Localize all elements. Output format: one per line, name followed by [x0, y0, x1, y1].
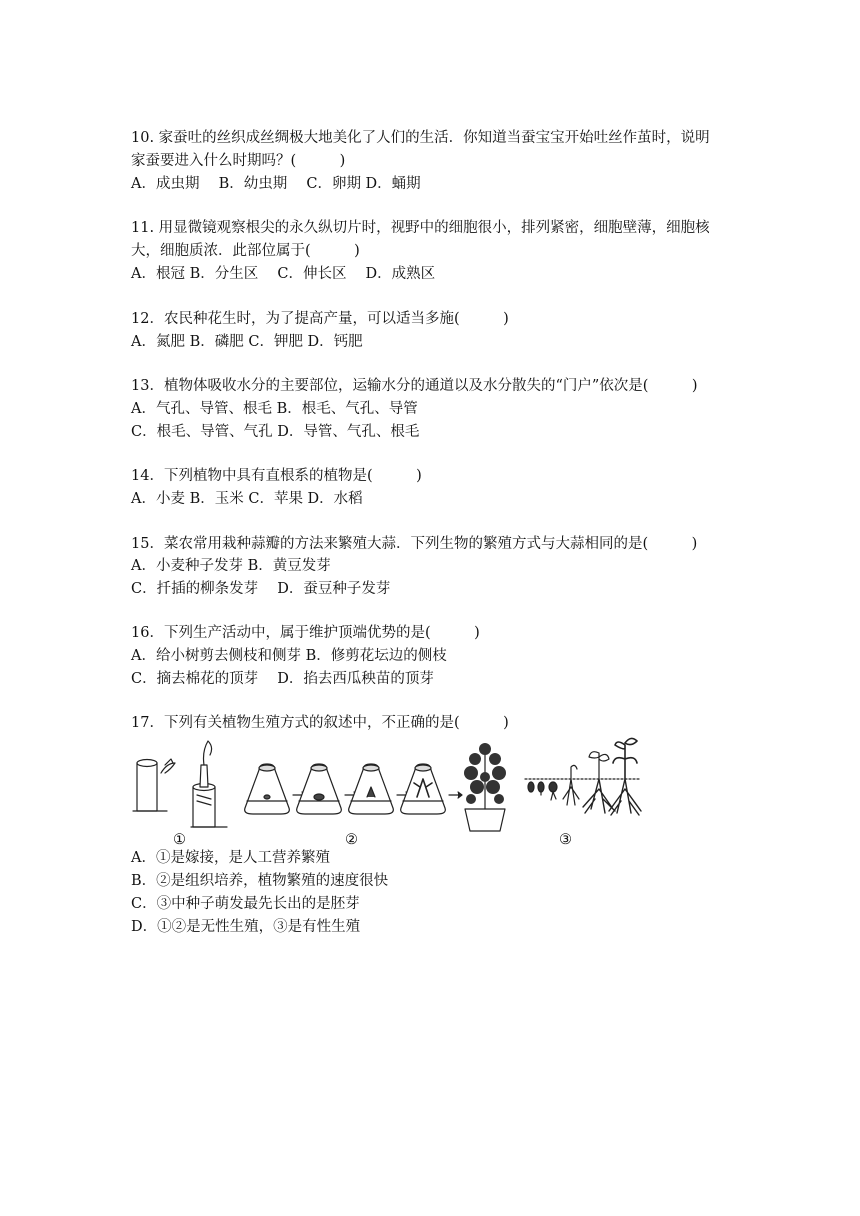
- question-stem: 11. 用显微镜观察根尖的永久纵切片时，视野中的细胞很小，排列紧密，细胞壁薄，细胞核: [131, 220, 710, 236]
- question-options: A．根冠 B．分生区 C．伸长区 D．成熟区: [131, 266, 436, 282]
- question-stem: 12．农民种花生时，为了提高产量，可以适当多施( ): [131, 311, 509, 327]
- seed-germination-drawing: [525, 738, 641, 815]
- question-stem: 13．植物体吸收水分的主要部位，运输水分的通道以及水分散失的“门户”依次是( ): [131, 378, 698, 394]
- question-options: A．①是嫁接，是人工营养繁殖: [131, 850, 330, 866]
- plant-reproduction-illustration: [131, 735, 651, 850]
- question-stem: 大，细胞质浓．此部位属于( ): [131, 243, 360, 259]
- question-stem: 17．下列有关植物生殖方式的叙述中，不正确的是( ): [131, 715, 509, 731]
- figure-label-2: ②: [345, 832, 358, 848]
- figure-label-3: ③: [559, 832, 572, 848]
- question-options: A．氮肥 B．磷肥 C．钾肥 D．钙肥: [131, 334, 363, 350]
- question-options: A．气孔、导管、根毛 B．根毛、气孔、导管: [131, 401, 418, 417]
- plant-reproduction-figure: [131, 735, 651, 850]
- question-options: A．小麦种子发芽 B．黄豆发芽: [131, 558, 331, 574]
- question-stem: 15．菜农常用栽种蒜瓣的方法来繁殖大蒜．下列生物的繁殖方式与大蒜相同的是( ): [131, 536, 698, 552]
- question-stem: 家蚕要进入什么时期吗？( ): [131, 153, 346, 169]
- question-options: A．给小树剪去侧枝和侧芽 B．修剪花坛边的侧枝: [131, 648, 447, 664]
- question-options: C．摘去棉花的顶芽 D．掐去西瓜秧苗的顶芽: [131, 671, 434, 687]
- question-options: C．③中种子萌发最先长出的是胚芽: [131, 896, 360, 912]
- question-options: A．成虫期 B．幼虫期 C．卵期 D．蛹期: [131, 176, 421, 192]
- question-stem: 10. 家蚕吐的丝织成丝绸极大地美化了人们的生活．你知道当蚕宝宝开始吐丝作茧时，说明: [131, 130, 710, 146]
- question-stem: 14．下列植物中具有直根系的植物是( ): [131, 468, 422, 484]
- question-options: C．扦插的柳条发芽 D．蚕豆种子发芽: [131, 581, 391, 597]
- question-options: A．小麦 B．玉米 C．苹果 D．水稻: [131, 491, 363, 507]
- question-stem: 16．下列生产活动中，属于维护顶端优势的是( ): [131, 625, 480, 641]
- question-options: B．②是组织培养，植物繁殖的速度很快: [131, 873, 389, 889]
- question-options: D．①②是无性生殖，③是有性生殖: [131, 919, 361, 935]
- grafting-drawing: [133, 741, 227, 827]
- figure-label-1: ①: [173, 832, 186, 848]
- tissue-culture-drawing: [245, 743, 506, 831]
- question-options: C．根毛、导管、气孔 D．导管、气孔、根毛: [131, 424, 420, 440]
